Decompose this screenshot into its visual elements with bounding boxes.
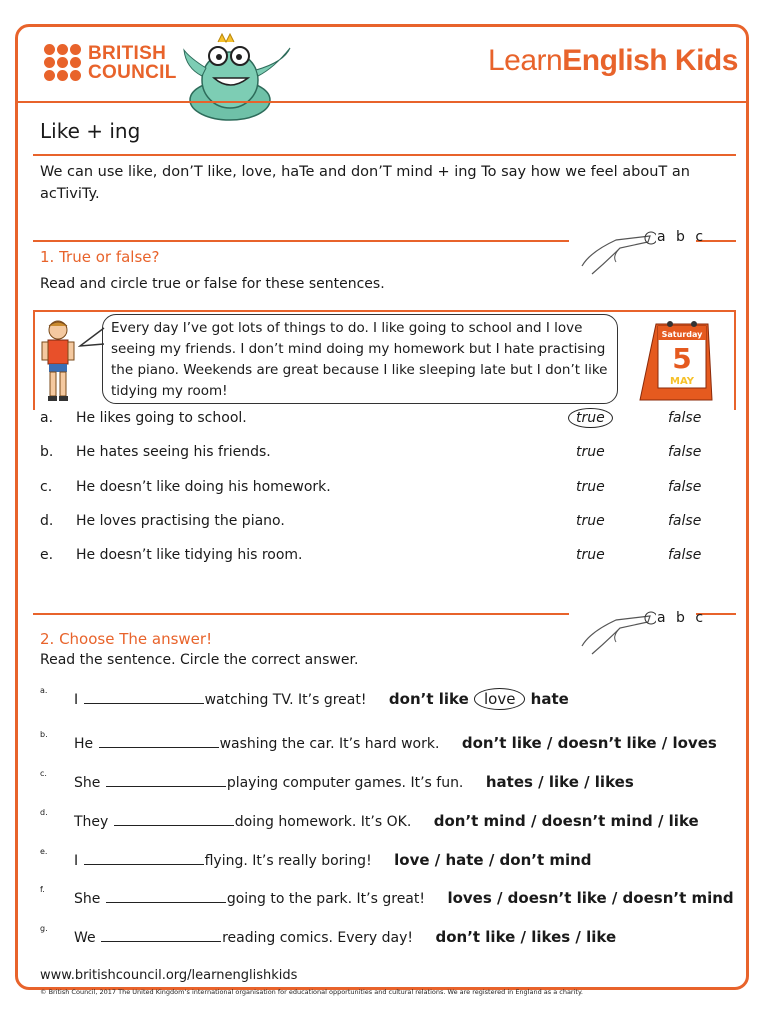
false-option[interactable]: false: [668, 479, 702, 495]
true-option[interactable]: true: [576, 513, 605, 529]
exercise-row: b. He washing the car. It’s hard work. don’t like / doesn’t like / loves: [40, 730, 717, 752]
logo-line2: COUNCIL: [88, 62, 177, 83]
answer-options[interactable]: don’t mind / doesn’t mind / like: [433, 812, 699, 830]
story-bubble: Every day I’ve got lots of things to do. I like going to school and I love seeing my friends. I don’t mind doing my homework but I hate practising the piano. Weekends are great because I like sleeping late but I don’t like tidying my room!: [102, 314, 618, 404]
exercise-row: g. We reading comics. Every day! don’t like / likes / like: [40, 924, 617, 946]
section1-instruction: Read and circle true or false for these sentences.: [40, 276, 385, 292]
page-title: Like + ing: [40, 119, 141, 143]
learnenglish-kids-logo: LearnEnglish Kids: [488, 44, 738, 77]
header-divider: [18, 101, 746, 103]
answer-blank[interactable]: [84, 691, 204, 704]
answer-options[interactable]: loves / doesn’t like / doesn’t mind: [447, 889, 734, 907]
answer-options[interactable]: don’t like / doesn’t like / loves: [461, 734, 717, 752]
exercise-row: e. I flying. It’s really boring! love / hate / don’t mind: [40, 847, 592, 869]
question-row: e. He doesn’t like tidying his room. true false: [40, 547, 702, 563]
calendar-dayname: Saturday: [661, 330, 703, 339]
true-option-circled[interactable]: true: [568, 408, 613, 428]
false-option[interactable]: false: [668, 410, 702, 426]
question-row: a. He likes going to school. true false: [40, 410, 702, 426]
abc-label: a b c: [657, 229, 707, 245]
answer-blank[interactable]: [106, 774, 226, 787]
exercise-row: f. She going to the park. It’s great! loves / doesn’t like / doesn’t mind: [40, 885, 734, 907]
section1-divider-left: [33, 240, 569, 242]
false-option[interactable]: false: [668, 513, 702, 529]
answer-blank[interactable]: [84, 852, 204, 865]
question-row: c. He doesn’t like doing his homework. true false: [40, 479, 702, 495]
option-love-circled[interactable]: love: [474, 688, 525, 710]
abc-label: a b c: [657, 610, 707, 626]
answer-options[interactable]: love / hate / don’t mind: [394, 851, 592, 869]
question-row: d. He loves practising the piano. true false: [40, 513, 702, 529]
exercise-row: a. I watching TV. It’s great! don’t like love hate: [40, 686, 569, 708]
exercise-row: c. She playing computer games. It’s fun. hates / like / likes: [40, 769, 634, 791]
question-row: b. He hates seeing his friends. true false: [40, 444, 702, 460]
option-hate[interactable]: hate: [530, 690, 569, 708]
exercise-row: d. They doing homework. It’s OK. don’t mind / doesn’t mind / like: [40, 808, 699, 830]
copyright-notice: © British Council, 2017 The United Kingdom’s international organisation for educational opportunities and cultural relations. We are registered in England as a charity.: [40, 988, 583, 996]
boy-character-icon: [38, 318, 78, 404]
option-dont-like[interactable]: don’t like: [388, 690, 469, 708]
section2-divider-left: [33, 613, 569, 615]
calendar-icon: [630, 316, 716, 402]
footer-url-link[interactable]: www.britishcouncil.org/learnenglishkids: [40, 968, 298, 983]
true-option[interactable]: true: [576, 479, 605, 495]
section2-instruction: Read the sentence. Circle the correct answer.: [40, 652, 359, 668]
answer-options[interactable]: hates / like / likes: [485, 773, 634, 791]
true-option[interactable]: true: [576, 444, 605, 460]
title-divider: [33, 154, 736, 156]
calendar-day: 5: [672, 342, 692, 375]
writing-hand-icon: [576, 602, 656, 657]
section1-heading: 1. True or false?: [40, 248, 160, 266]
monster-mascot-icon: [180, 28, 300, 123]
false-option[interactable]: false: [668, 547, 702, 563]
writing-hand-icon: [576, 222, 656, 277]
false-option[interactable]: false: [668, 444, 702, 460]
intro-text: We can use like, don’T like, love, haTe and don’T mind + ing To say how we feel abouT an acTiviTy.: [40, 164, 690, 202]
logo-dots-icon: [44, 44, 82, 82]
answer-blank[interactable]: [101, 929, 221, 942]
answer-blank[interactable]: [106, 890, 226, 903]
section2-heading: 2. Choose The answer!: [40, 630, 213, 648]
british-council-logo: [44, 44, 177, 82]
answer-blank[interactable]: [114, 813, 234, 826]
calendar-month: MAY: [670, 376, 694, 387]
true-option[interactable]: true: [576, 547, 605, 563]
logo-line1: BRITISH: [88, 43, 167, 64]
answer-options[interactable]: don’t like / likes / like: [435, 928, 617, 946]
answer-blank[interactable]: [99, 735, 219, 748]
